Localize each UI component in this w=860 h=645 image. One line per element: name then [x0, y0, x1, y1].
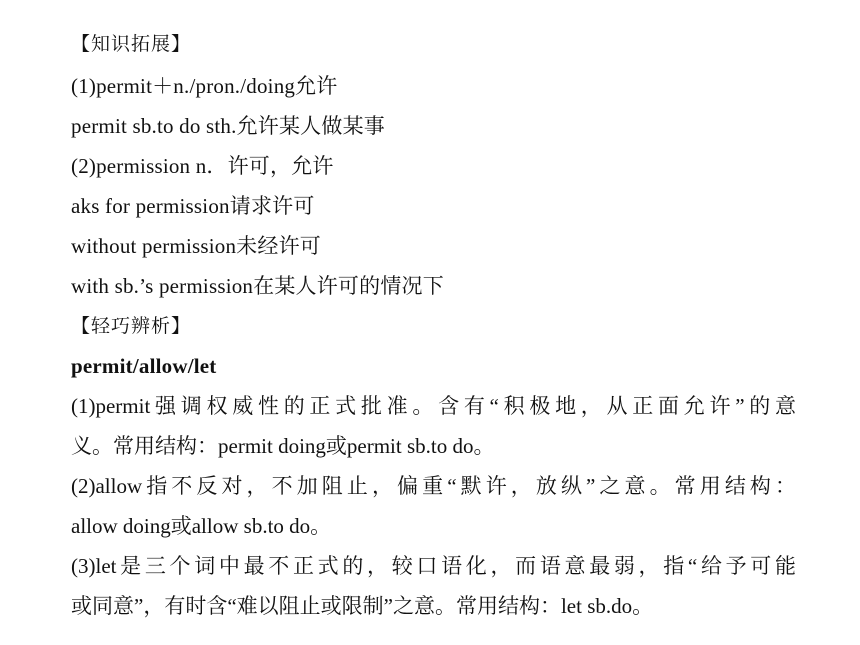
paragraph-line: (2)allow指不反对，不加阻止，偏重“默许，放纵”之意。常用结构：: [71, 474, 796, 498]
analysis-paragraph-allow: [71, 466, 796, 546]
knowledge-line: (2)permission n．许可，允许: [71, 154, 334, 178]
knowledge-line: (1)permit＋n./pron./doing允许: [71, 74, 338, 98]
paragraph-line: (1)permit强调权威性的正式批准。含有“积极地，从正面允许”的意: [71, 394, 796, 418]
knowledge-line: without permission未经许可: [71, 234, 321, 258]
knowledge-heading: 【知识拓展】: [71, 33, 192, 55]
paragraph-line: 或同意”，有时含“难以阻止或限制”之意。常用结构：let sb.do。: [71, 594, 654, 618]
paragraph-line: (3)let是三个词中最不正式的，较口语化，而语意最弱，指“给予可能: [71, 554, 796, 578]
analysis-paragraph-permit: [71, 386, 796, 466]
paragraph-line: allow doing或allow sb.to do。: [71, 514, 332, 538]
knowledge-line: with sb.’s permission在某人许可的情况下: [71, 274, 444, 298]
analysis-heading: 【轻巧辨析】: [71, 315, 192, 337]
knowledge-line: aks for permission请求许可: [71, 194, 315, 218]
paragraph-line: 义。常用结构：permit doing或permit sb.to do。: [71, 434, 495, 458]
analysis-title: permit/allow/let: [71, 354, 217, 378]
knowledge-line: permit sb.to do sth.允许某人做某事: [71, 114, 385, 138]
analysis-paragraph-let: [71, 546, 796, 626]
